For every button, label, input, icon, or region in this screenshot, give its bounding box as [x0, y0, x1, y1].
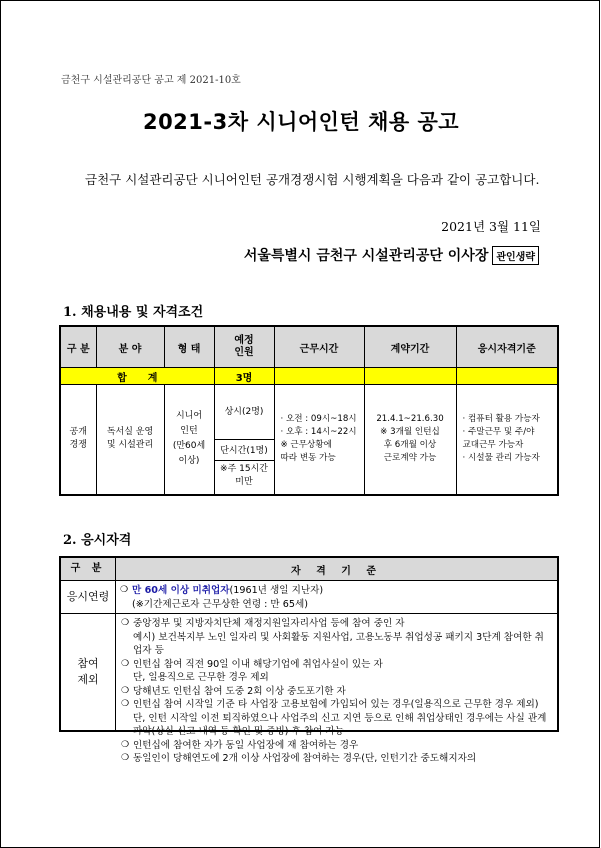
seal-omitted-stamp: 관인생략 — [492, 246, 539, 265]
exclusion-text: 동일인이 당해연도에 2개 이상 사업장에 참여하는 경우(단, 인턴기간 중도해지자의 — [133, 753, 477, 764]
circle-bullet-icon: ❍ — [121, 618, 130, 628]
cell-contract-period: 21.4.1~21.6.30 ※ 3개월 인턴십 후 6개월 이상 근로계약 가능 — [364, 385, 456, 495]
table-row — [60, 385, 558, 440]
total-count: 3명 — [214, 368, 274, 385]
exclusion-label: 참여 제외 — [60, 614, 116, 732]
exclusion-text: 당해년도 인턴십 참여 도중 2회 이상 중도포기한 자 — [133, 685, 346, 697]
exclusion-text: 인턴십 참여 직전 90일 이내 해당기업에 취업사실이 있는 자 — [133, 658, 383, 670]
table-row — [60, 614, 558, 732]
list-item — [121, 685, 552, 699]
notice-number: 금천구 시설관리공단 공고 제 2021-10호 — [61, 75, 241, 86]
exclusion-subtext: 예시) 보건복지부 노인 일자리 및 사회활동 지원사업, 고용노동부 취업성공 패키지 3단계 참여한 취업자 등 — [133, 631, 544, 656]
cell-type: 시니어 인턴 (만60세 이상) — [164, 385, 214, 495]
table-header-row — [60, 326, 558, 368]
issuer-line — [244, 245, 539, 265]
cell-field: 독서실 운영 및 시설관리 — [96, 385, 164, 495]
table-row — [60, 581, 558, 614]
list-item — [120, 584, 553, 598]
plan-parttime-note: ※주 15시간 미만 — [220, 463, 268, 487]
column-header: 구 분 — [60, 557, 116, 581]
total-label: 합 계 — [60, 368, 214, 385]
recruitment-table — [59, 325, 559, 496]
exclusion-criteria — [116, 614, 559, 764]
list-item — [121, 752, 552, 766]
circle-bullet-icon: ❍ — [121, 753, 130, 763]
exclusion-text: 중앙정부 및 지방자치단체 재정지원일자리사업 등에 참여 중인 자 — [133, 618, 405, 629]
cell-requirements: · 컴퓨터 활용 가능자 · 주말근무 및 주/야 교대근무 가능자 · 시설물 관리 가능자 — [456, 385, 558, 495]
section-heading-recruitment: 1. 채용내용 및 자격조건 — [63, 305, 204, 320]
table-header-row — [60, 557, 558, 581]
cell-plan-parttime — [214, 440, 274, 495]
intro-paragraph: 금천구 시설관리공단 시니어인턴 공개경쟁시험 시행계획을 다음과 같이 공고합니다. — [85, 172, 540, 187]
circle-bullet-icon: ❍ — [121, 658, 130, 669]
circle-bullet-icon: ❍ — [120, 585, 129, 595]
column-header: 계약기간 — [364, 326, 456, 368]
column-header: 구 분 — [60, 326, 96, 368]
cell-category: 공개 경쟁 — [60, 385, 96, 495]
list-item — [121, 739, 552, 753]
age-main-rest: (1961년 생일 지난자) — [229, 585, 324, 596]
column-header: 예정 인원 — [214, 326, 274, 368]
column-header: 분 야 — [96, 326, 164, 368]
exclusion-text: 인턴십 참여 시작일 기준 타 사업장 고용보험에 가입되어 있는 경우(일용직으로 근무한 경우 제외) 단, 인턴 시작일 이전 퇴직하였으나 사업주의 신고 지연 등으로 인해 취업상태인 경우에는 사실 관계 파악(상실 신고 내역 등 확인 및 증빙) 후 참여 가능 — [133, 699, 547, 737]
age-main-highlight: 만 60세 이상 미취업자 — [132, 585, 230, 596]
list-item — [121, 617, 552, 631]
section-heading-eligibility: 2. 응시자격 — [63, 533, 132, 548]
exclusion-subtext: 단, 일용직으로 근무한 경우 제외 — [133, 672, 269, 683]
notice-date: 2021년 3월 11일 — [441, 219, 541, 234]
total-row — [60, 368, 558, 385]
eligibility-table — [59, 556, 559, 764]
issuer-name: 서울특별시 금천구 시설관리공단 이사장 — [243, 248, 489, 264]
age-label: 응시연령 — [60, 581, 116, 614]
exclusion-list — [117, 615, 556, 764]
column-header: 응시자격기준 — [456, 326, 558, 368]
circle-bullet-icon: ❍ — [121, 685, 130, 696]
column-header: 근무시간 — [274, 326, 364, 368]
document-title: 2021-3차 시니어인턴 채용 공고 — [142, 110, 460, 134]
list-item — [121, 658, 552, 672]
column-header: 자 격 기 준 — [116, 557, 559, 581]
age-note: (※기간제근로자 근무상한 연령 : 만 65세) — [132, 598, 308, 610]
circle-bullet-icon: ❍ — [121, 699, 130, 709]
cell-plan-regular: 상시(2명) — [214, 385, 274, 440]
column-header: 형 태 — [164, 326, 214, 368]
circle-bullet-icon: ❍ — [121, 739, 130, 750]
cell-work-hours: · 오전 : 09시~18시 · 오후 : 14시~22시 ※ 근무상황에 따라 변동 가능 — [274, 385, 364, 495]
plan-parttime-label: 단시간(1명) — [215, 443, 274, 461]
age-criteria — [116, 581, 559, 614]
list-item — [121, 698, 552, 739]
exclusion-text: 인턴십에 참여한 자가 동일 사업장에 재 참여하는 경우 — [133, 739, 359, 751]
